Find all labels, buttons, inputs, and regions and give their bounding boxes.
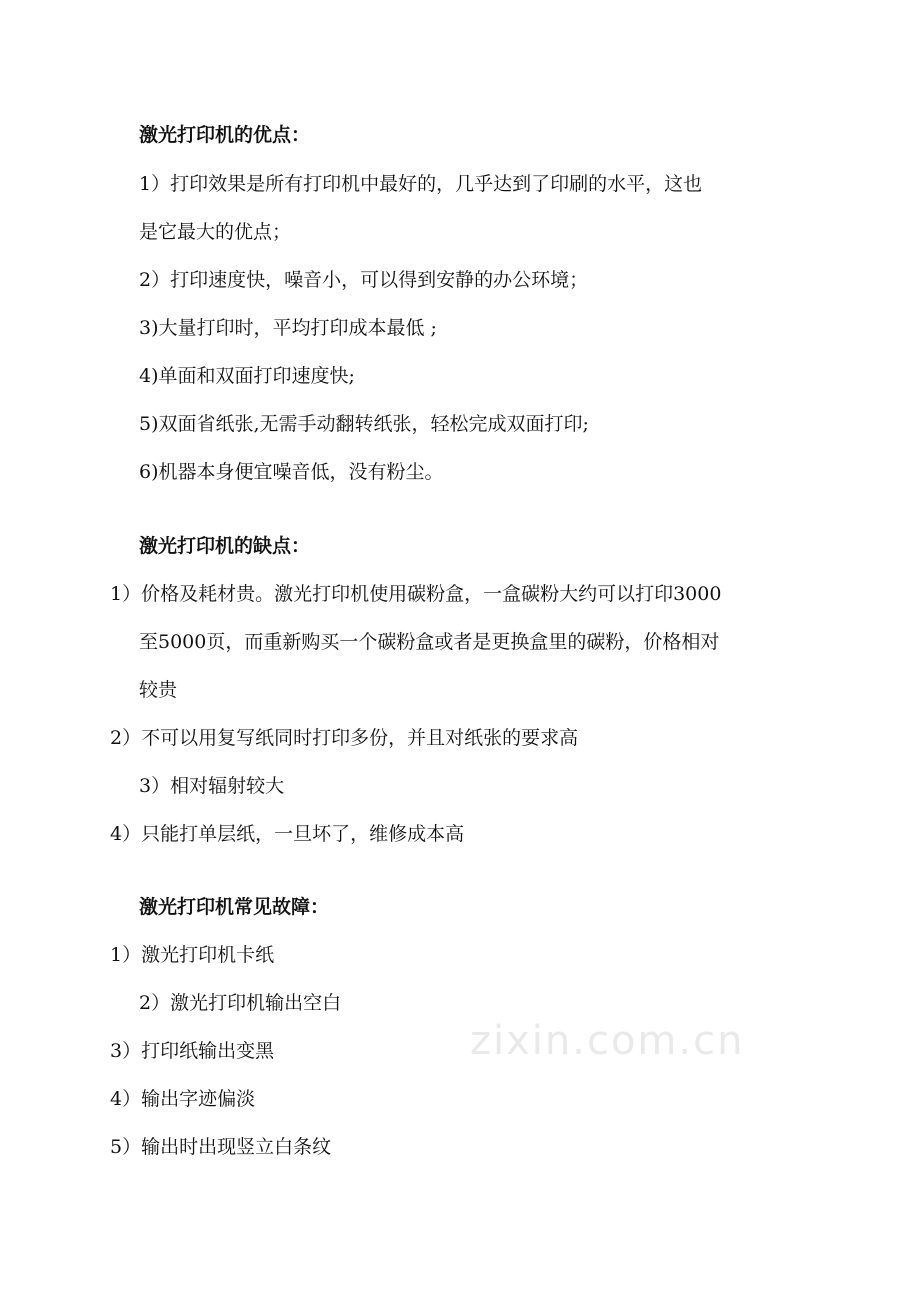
faults-line-4: 4）输出字迹偏淡 <box>110 1088 256 1110</box>
cons-line-5: 3）相对辐射较大 <box>139 775 285 797</box>
cons-line-2: 至5000页，而重新购买一个碳粉盒或者是更换盒里的碳粉，价格相对 <box>139 631 720 653</box>
pros-line-1: 1）打印效果是所有打印机中最好的，几乎达到了印刷的水平，这也 <box>139 173 703 195</box>
cons-line-3: 较贵 <box>139 679 178 701</box>
faults-line-5: 5）输出时出现竖立白条纹 <box>110 1136 332 1158</box>
pros-line-7: 6)机器本身便宜噪音低，没有粉尘。 <box>139 461 444 483</box>
section-heading-cons: 激光打印机的缺点： <box>139 535 311 557</box>
pros-line-5: 4)单面和双面打印速度快; <box>139 365 355 387</box>
section-heading-pros: 激光打印机的优点： <box>139 124 311 146</box>
cons-line-4: 2）不可以用复写纸同时打印多份，并且对纸张的要求高 <box>110 727 579 749</box>
section-heading-faults: 激光打印机常见故障： <box>139 896 330 918</box>
cons-line-1: 1）价格及耗材贵。激光打印机使用碳粉盒，一盒碳粉大约可以打印3000 <box>110 583 722 605</box>
faults-line-2: 2）激光打印机输出空白 <box>139 992 342 1014</box>
watermark: zixin.com.cn <box>470 1018 745 1064</box>
pros-line-6: 5)双面省纸张,无需手动翻转纸张，轻松完成双面打印; <box>139 413 589 435</box>
pros-line-2: 是它最大的优点； <box>139 221 292 243</box>
cons-line-6: 4）只能打单层纸，一旦坏了，维修成本高 <box>110 823 465 845</box>
pros-line-4: 3)大量打印时，平均打印成本最低 ; <box>139 317 437 339</box>
faults-line-3: 3）打印纸输出变黑 <box>110 1040 275 1062</box>
pros-line-3: 2）打印速度快，噪音小，可以得到安静的办公环境； <box>139 269 589 291</box>
faults-line-1: 1）激光打印机卡纸 <box>110 944 275 966</box>
